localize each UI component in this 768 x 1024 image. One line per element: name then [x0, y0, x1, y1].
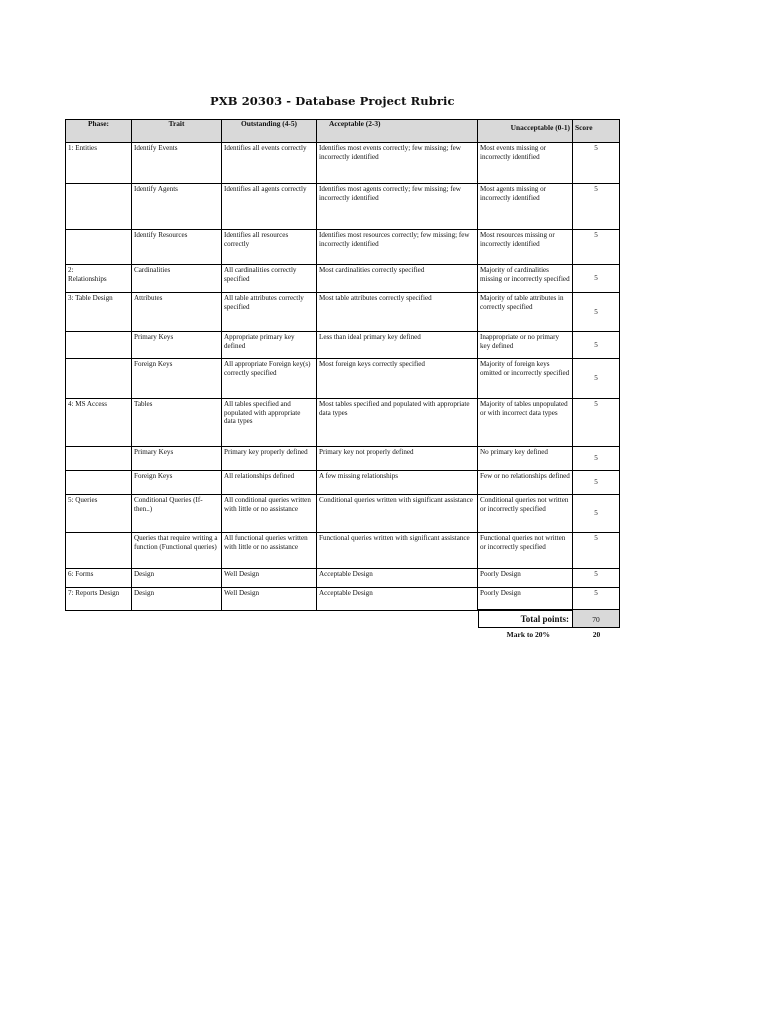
header-phase: Phase: [66, 120, 132, 143]
score-cell: 5 [573, 265, 620, 293]
unacceptable-cell: Conditional queries not written or incorrectly specified [478, 495, 573, 533]
header-outstanding: Outstanding (4-5) [222, 120, 317, 143]
unacceptable-cell: Majority of table attributes in correctly specified [478, 293, 573, 332]
phase-cell [66, 471, 132, 495]
table-row [66, 471, 620, 495]
outstanding-cell: Identifies all resources correctly [222, 230, 317, 265]
outstanding-cell: All table attributes correctly specified [222, 293, 317, 332]
acceptable-cell: Identifies most resources correctly; few missing; few incorrectly identified [317, 230, 478, 265]
outstanding-cell: All functional queries written with little or no assistance [222, 533, 317, 569]
score-cell: 5 [573, 332, 620, 359]
acceptable-cell: Most foreign keys correctly specified [317, 359, 478, 399]
table-row [66, 184, 620, 230]
table-row [66, 332, 620, 359]
trait-cell: Primary Keys [132, 447, 222, 471]
outstanding-cell: Identifies all events correctly [222, 143, 317, 184]
trait-cell: Conditional Queries (If-then..) [132, 495, 222, 533]
acceptable-cell: Identifies most agents correctly; few missing; few incorrectly identified [317, 184, 478, 230]
unacceptable-cell: Majority of foreign keys omitted or incorrectly specified [478, 359, 573, 399]
outstanding-cell: All conditional queries written with little or no assistance [222, 495, 317, 533]
score-cell: 5 [573, 569, 620, 588]
unacceptable-cell: Most agents missing or incorrectly identified [478, 184, 573, 230]
score-cell: 5 [573, 143, 620, 184]
outstanding-cell: Well Design [222, 588, 317, 611]
total-points-value: 70 [573, 609, 620, 628]
mark-value: 20 [592, 630, 601, 639]
score-cell: 5 [573, 293, 620, 332]
trait-cell: Queries that require writing a function (Functional queries) [132, 533, 222, 569]
trait-cell: Identify Events [132, 143, 222, 184]
phase-cell [66, 359, 132, 399]
acceptable-cell: Identifies most events correctly; few missing; few incorrectly identified [317, 143, 478, 184]
table-row [66, 533, 620, 569]
table-row [66, 399, 620, 447]
score-cell: 5 [573, 471, 620, 495]
table-row [66, 143, 620, 184]
score-cell: 5 [573, 447, 620, 471]
trait-cell: Tables [132, 399, 222, 447]
outstanding-cell: Appropriate primary key defined [222, 332, 317, 359]
phase-cell: 6: Forms [66, 569, 132, 588]
trait-cell: Identify Agents [132, 184, 222, 230]
trait-cell: Foreign Keys [132, 471, 222, 495]
phase-cell: 1: Entities [66, 143, 132, 184]
unacceptable-cell: Functional queries not written or incorrectly specified [478, 533, 573, 569]
outstanding-cell: All cardinalities correctly specified [222, 265, 317, 293]
score-cell: 5 [573, 359, 620, 399]
acceptable-cell: Less than ideal primary key defined [317, 332, 478, 359]
trait-cell: Attributes [132, 293, 222, 332]
phase-cell [66, 447, 132, 471]
trait-cell: Design [132, 569, 222, 588]
score-cell: 5 [573, 399, 620, 447]
header-score: Score [573, 120, 620, 143]
outstanding-cell: All tables specified and populated with appropriate data types [222, 399, 317, 447]
outstanding-cell: Primary key properly defined [222, 447, 317, 471]
unacceptable-cell: Inappropriate or no primary key defined [478, 332, 573, 359]
acceptable-cell: Functional queries written with significant assistance [317, 533, 478, 569]
outstanding-cell: Well Design [222, 569, 317, 588]
acceptable-cell: Most cardinalities correctly specified [317, 265, 478, 293]
outstanding-cell: Identifies all agents correctly [222, 184, 317, 230]
total-points-label: Total points: [478, 609, 573, 628]
unacceptable-cell: Majority of cardinalities missing or incorrectly specified [478, 265, 573, 293]
phase-cell: 5: Queries [66, 495, 132, 533]
table-row [66, 265, 620, 293]
header-acceptable: Acceptable (2-3) [317, 120, 478, 143]
acceptable-cell: Acceptable Design [317, 588, 478, 611]
phase-cell [66, 230, 132, 265]
mark-label: Mark to 20% [506, 630, 550, 639]
trait-cell: Primary Keys [132, 332, 222, 359]
unacceptable-cell: Majority of tables unpopulated or with incorrect data types [478, 399, 573, 447]
header-row [66, 120, 620, 143]
outstanding-cell: All relationships defined [222, 471, 317, 495]
score-cell: 5 [573, 495, 620, 533]
trait-cell: Design [132, 588, 222, 611]
unacceptable-cell: Poorly Design [478, 569, 573, 588]
acceptable-cell: Most table attributes correctly specified [317, 293, 478, 332]
table-row [66, 293, 620, 332]
phase-cell [66, 184, 132, 230]
table-row [66, 230, 620, 265]
table-row [66, 447, 620, 471]
phase-cell: 3: Table Design [66, 293, 132, 332]
unacceptable-cell: No primary key defined [478, 447, 573, 471]
phase-cell [66, 332, 132, 359]
phase-cell: 4: MS Access [66, 399, 132, 447]
trait-cell: Identify Resources [132, 230, 222, 265]
unacceptable-cell: Most resources missing or incorrectly identified [478, 230, 573, 265]
table-row [66, 569, 620, 588]
acceptable-cell: Most tables specified and populated with appropriate data types [317, 399, 478, 447]
document-title: PXB 20303 - Database Project Rubric [210, 94, 455, 108]
unacceptable-cell: Most events missing or incorrectly identified [478, 143, 573, 184]
table-row [66, 359, 620, 399]
acceptable-cell: Acceptable Design [317, 569, 478, 588]
table-row [66, 495, 620, 533]
unacceptable-cell: Poorly Design [478, 588, 573, 611]
trait-cell: Cardinalities [132, 265, 222, 293]
table-row [66, 588, 620, 611]
score-cell: 5 [573, 588, 620, 611]
acceptable-cell: A few missing relationships [317, 471, 478, 495]
outstanding-cell: All appropriate Foreign key(s) correctly specified [222, 359, 317, 399]
acceptable-cell: Conditional queries written with significant assistance [317, 495, 478, 533]
header-trait: Trait [132, 120, 222, 143]
unacceptable-cell: Few or no relationships defined [478, 471, 573, 495]
phase-cell: 2: Relationships [66, 265, 132, 293]
score-cell: 5 [573, 184, 620, 230]
trait-cell: Foreign Keys [132, 359, 222, 399]
phase-cell [66, 533, 132, 569]
header-unacceptable: Unacceptable (0-1) [478, 120, 573, 143]
phase-cell: 7: Reports Design [66, 588, 132, 611]
rubric-table [65, 119, 620, 611]
score-cell: 5 [573, 533, 620, 569]
acceptable-cell: Primary key not properly defined [317, 447, 478, 471]
score-cell: 5 [573, 230, 620, 265]
